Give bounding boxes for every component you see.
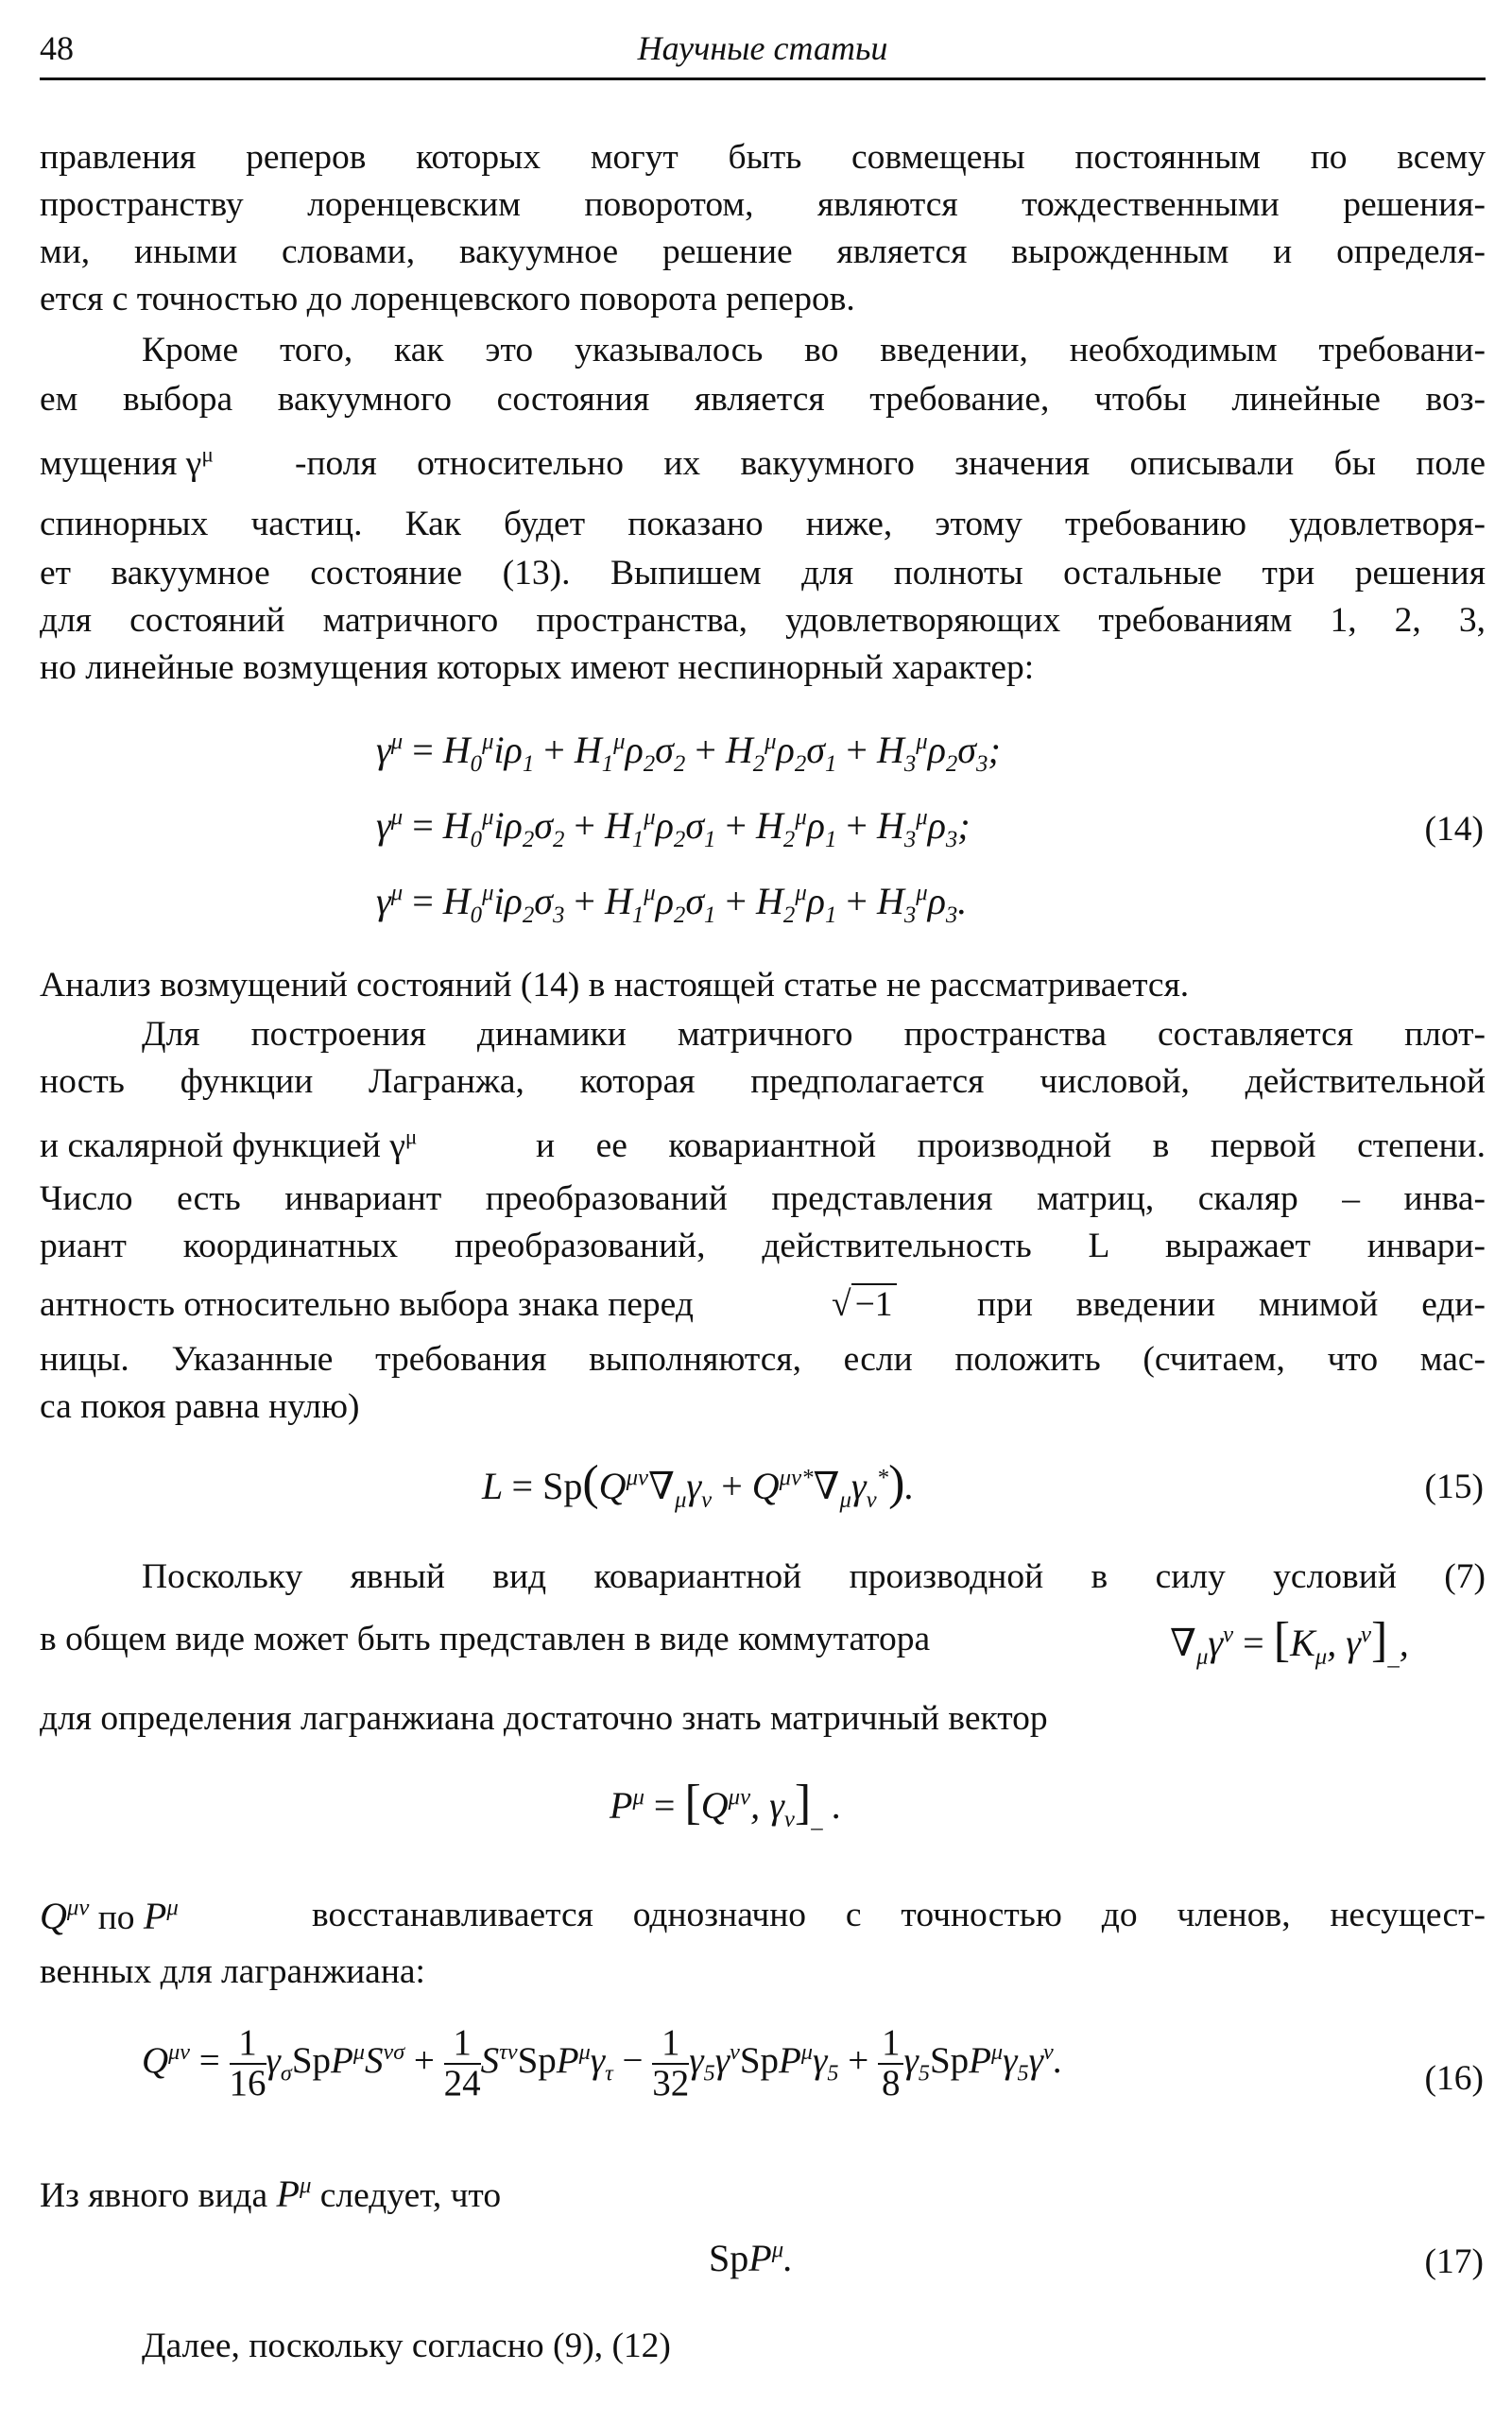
text-line-inline-math: и скалярной функцией $\gamma^\mu$ и ее ковариантной производной в первой степени. <box>40 1125 1486 1165</box>
text-line: ность функции Лагранжа, которая предполагается числовой, действительной <box>40 1062 1486 1101</box>
equation-14-line-2: $\gamma^\mu = H_0^\mu i\rho_2\sigma_2 + H_1^\mu\rho_2\sigma_1 + H_2^\mu\rho_1 + H_3^\mu\rho_3$; <box>376 804 971 852</box>
text-fragment: -поля относительно их вакуумного значения описывали бы поле <box>295 444 1486 483</box>
running-title: Научные статьи <box>637 29 888 67</box>
equation-number: (15) <box>1424 1468 1484 1506</box>
text-fragment: следует, что <box>319 2176 502 2215</box>
text-line-inline-math <box>40 1287 1486 1323</box>
equation-number: (14) <box>1424 810 1484 849</box>
text-line: но линейные возмущения которых имеют неспинорный характер: <box>40 648 1035 687</box>
text-line: ем выбора вакуумного состояния является требование, чтобы линейные воз- <box>40 380 1486 419</box>
text-line: риант координатных преобразований, действительность L выражает инвари- <box>40 1227 1486 1265</box>
text-line: спинорных частиц. Как будет показано ниже, этому требованию удовлетворя- <box>40 505 1486 543</box>
text-line-inline-math <box>40 1895 1486 1937</box>
text-fragment: и скалярной функцией γ <box>40 1126 405 1165</box>
text-line: ницы. Указанные требования выполняются, если положить (считаем, что мас- <box>40 1340 1486 1379</box>
text-line: Для построения динамики матричного пространства составляется плот- <box>142 1015 1486 1054</box>
text-line: ется с точностью до лоренцевского поворота реперов. <box>40 280 855 318</box>
equation-14-line-1: $\gamma^\mu = H_0^\mu i\rho_1 + H_1^\mu\rho_2\sigma_2 + H_2^\mu\rho_2\sigma_1 + H_3^\mu\rho_2\sigma_3$; <box>376 729 1001 777</box>
inline-math: $P^\mu$ <box>143 1895 179 1937</box>
text-line: Поскольку явный вид ковариантной производной в силу условий (7) <box>142 1557 1486 1596</box>
text-fragment: мущения γ <box>40 444 202 483</box>
inline-math: $Q^{\mu\nu}$ <box>40 1895 90 1937</box>
text-fragment: при введении мнимой еди- <box>977 1285 1486 1324</box>
text-fragment: по <box>97 1898 135 1937</box>
equation-number: (16) <box>1424 2059 1484 2098</box>
text-fragment: Из явного вида <box>40 2176 268 2215</box>
text-line: Далее, поскольку согласно (9), (12) <box>142 2327 671 2365</box>
text-line: для состояний матричного пространства, удовлетворяющих требованиям 1, 2, 3, <box>40 601 1486 640</box>
text-fragment: в общем виде может быть представлен в виде коммутатора <box>40 1620 931 1658</box>
sqrt-minus-one: √ −1 <box>832 1287 897 1323</box>
equation-15: $L = Sp(Q^{\mu\nu}\nabla_\mu\gamma_\nu + Q^{\mu\nu*}\nabla_\mu\gamma_\nu^*)$. <box>482 1456 915 1513</box>
text-line: ет вакуумное состояние (13). Выпишем для полноты остальные три решения <box>40 554 1486 593</box>
text-line-inline-math: мущения $\gamma^\mu$ -поля относительно их вакуумного значения описывали бы поле <box>40 442 1486 483</box>
text-line: для определения лагранжиана достаточно знать матричный вектор <box>40 1699 1048 1738</box>
text-line: Анализ возмущений состояний (14) в настоящей статье не рассматривается. <box>40 966 1190 1005</box>
text-line: Число есть инвариант преобразований представления матриц, скаляр – инва- <box>40 1179 1486 1218</box>
equation-14-line-3: $\gamma^\mu = H_0^\mu i\rho_2\sigma_3 + H_1^\mu\rho_2\sigma_1 + H_2^\mu\rho_1 + H_3^\mu\rho_3$. <box>376 880 968 928</box>
equation-16: $Q^{\mu\nu}$ = $\frac{1}{16}$ $\gamma_\sigma SpP^\mu S^{\nu\sigma}$ + $\frac{1}{24}$ $S^{\tau\nu}SpP^\mu\gamma_\tau$ − $\frac{1}{32}$ $\gamma_5\gamma^\nu SpP^\mu\gamma_5$ + $\frac{1}{8}$ $\gamma_5SpP^\mu\gamma_5\gamma^\nu$. <box>142 2022 1063 2104</box>
text-fragment: и ее ковариантной производной в первой степени. <box>536 1126 1486 1165</box>
text-line: ми, иными словами, вакуумное решение является вырожденным и определя- <box>40 232 1486 271</box>
text-line: пространству лоренцевским поворотом, являются тождественными решения- <box>40 185 1486 224</box>
text-line-inline-math <box>40 1613 1486 1670</box>
equation-matrix-vector: $P^\mu = [Q^{\mu\nu}$, $\gamma_\nu]_{\_}$ . <box>610 1776 842 1832</box>
text-line: венных для лагранжиана: <box>40 1952 425 1991</box>
page-number: 48 <box>40 29 74 67</box>
text-line: правления реперов которых могут быть совмещены постоянным по всему <box>40 138 1486 177</box>
page-header <box>40 21 1486 80</box>
text-line: са покоя равна нулю) <box>40 1387 360 1426</box>
equation-17: SpP$^\mu$. <box>709 2237 794 2279</box>
inline-commutator: $\nabla_\mu\gamma^\nu = [K_\mu$, $\gamma^\nu]_{\_}$, <box>1170 1613 1409 1670</box>
inline-math: $P^\mu$ <box>276 2173 312 2215</box>
equation-number: (17) <box>1424 2242 1484 2281</box>
text-fragment: антность относительно выбора знака перед <box>40 1285 694 1324</box>
text-line: Кроме того, как это указывалось во введении, необходимым требовани- <box>142 331 1486 369</box>
text-line-inline-math <box>40 2175 1486 2214</box>
text-fragment: восстанавливается однозначно с точностью до членов, несущест- <box>312 1896 1486 1934</box>
